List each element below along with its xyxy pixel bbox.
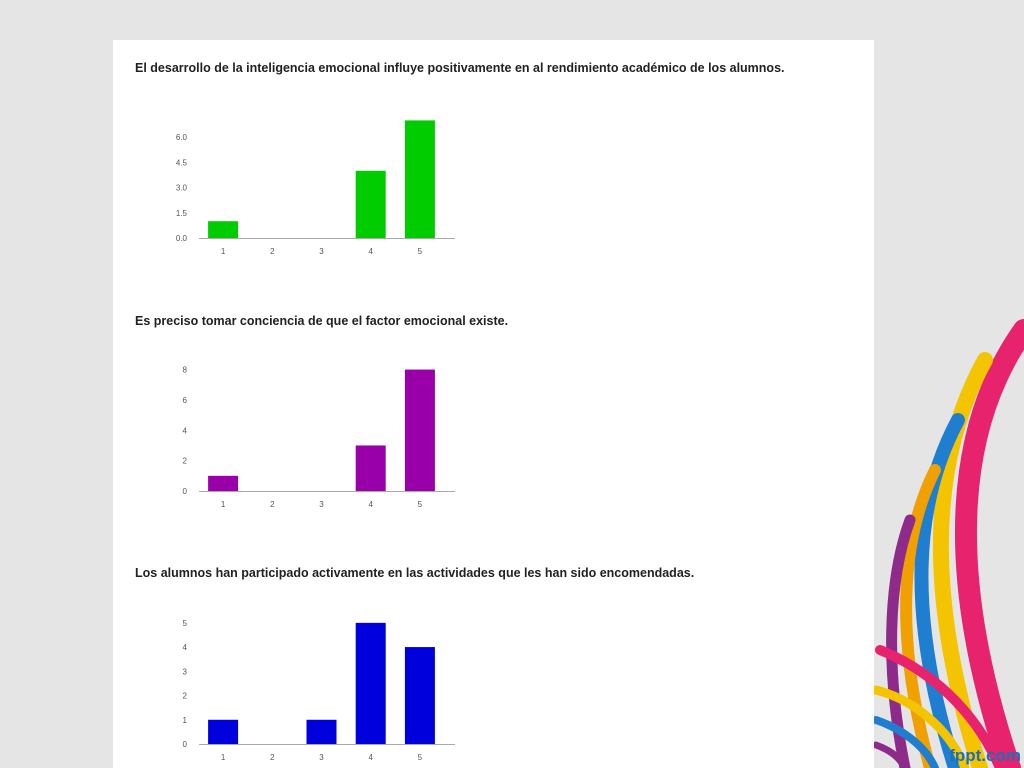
y-tick-label: 1.5 [175,208,187,218]
x-tick [319,753,324,762]
y-tick-label: 6 [182,395,187,405]
bar-4 [356,623,386,744]
chart-3-bar-chart [161,618,461,762]
y-tick [183,487,188,496]
chart-2-bar-chart [161,365,461,509]
y-tick [183,667,188,676]
x-tick [418,247,423,256]
y-tick-label: 6.0 [175,133,187,143]
bar-3 [307,720,337,744]
y-tick [183,396,188,405]
bar-1 [208,720,238,744]
chart-1-title: El desarrollo de la inteligencia emocional influye positivamente en al rendimiento académico de los alumnos. [135,61,785,75]
y-tick-label: 3 [182,667,187,677]
survey-sheet [113,40,874,768]
x-tick-label: 4 [368,247,373,256]
x-tick [319,500,324,509]
x-tick [270,500,275,509]
y-tick-label: 0 [182,487,187,496]
brand-watermark: fppt.com [949,746,1021,765]
y-tick [183,716,188,725]
bar-1 [208,221,238,238]
x-tick [270,753,275,762]
bar-5 [405,647,435,744]
y-tick-label: 5 [182,618,187,628]
x-tick-label: 5 [417,753,423,762]
x-tick-label: 4 [368,500,373,509]
y-tick [176,209,188,218]
y-tick-label: 4 [182,643,187,653]
y-tick [176,133,188,142]
x-tick-label: 1 [220,753,226,762]
bar-4 [356,445,386,491]
y-tick-label: 4.5 [175,158,187,168]
bar-5 [405,120,435,238]
y-tick-label: 1 [182,715,187,725]
chart-3-title: Los alumnos han participado activamente en las actividades que les han sido encomendadas. [135,566,695,580]
y-tick [183,426,188,435]
x-tick [221,500,226,509]
x-tick-label: 1 [220,247,226,256]
y-tick [176,234,188,243]
x-tick-label: 5 [417,247,423,256]
x-tick-label: 2 [270,500,275,509]
chart-1-bar-chart [161,112,461,256]
y-tick-label: 2 [182,456,187,466]
bar-5 [405,370,435,491]
x-tick-label: 3 [319,753,324,762]
y-tick-label: 3.0 [175,183,187,193]
y-tick [183,692,188,701]
bar-4 [356,171,386,238]
x-tick-label: 3 [319,500,324,509]
x-tick-label: 1 [220,500,226,509]
x-tick-label: 2 [270,753,275,762]
x-tick [418,753,423,762]
x-tick [418,500,423,509]
y-tick [183,643,188,652]
bar-1 [208,476,238,491]
y-tick [183,619,188,628]
y-tick-label: 8 [182,365,187,375]
chart-2-title: Es preciso tomar conciencia de que el factor emocional existe. [135,314,509,328]
y-tick-label: 2 [182,691,187,701]
x-tick-label: 4 [368,753,373,762]
y-tick [176,158,188,167]
y-tick-label: 0 [182,740,187,749]
y-tick [183,740,188,749]
y-tick-label: 4 [182,426,187,436]
y-tick-label: 0.0 [175,234,187,243]
x-tick [270,247,275,256]
x-tick-label: 3 [319,247,324,256]
x-tick-label: 2 [270,247,275,256]
x-tick [221,753,226,762]
y-tick [183,457,188,466]
x-tick [368,500,373,509]
y-tick [183,366,188,375]
x-tick-label: 5 [417,500,423,509]
x-tick [319,247,324,256]
x-tick [368,753,373,762]
y-tick [176,184,188,193]
x-tick [221,247,226,256]
x-tick [368,247,373,256]
